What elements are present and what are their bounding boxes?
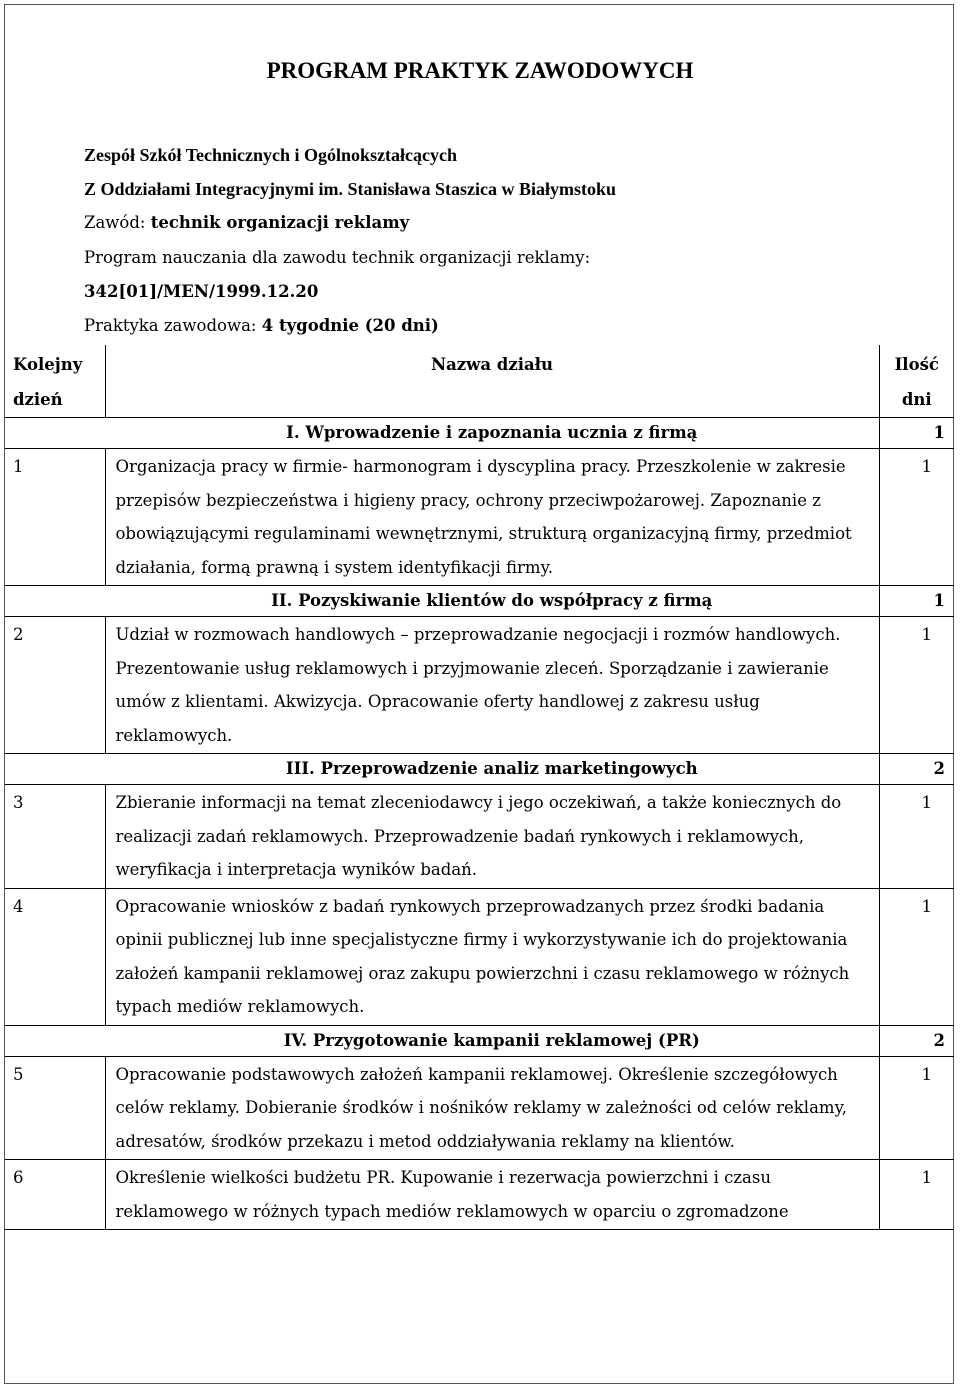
day-number: 5 [5,1056,105,1160]
section-title: II. Pozyskiwanie klientów do współpracy z firmą [105,586,879,617]
day-count: 1 [879,785,954,889]
day-description: Udział w rozmowach handlowych – przeprowadzanie negocjacji i rozmów handlowych. Prezentowanie usług reklamowych i przyjmowanie zleceń. Sporządzanie i zawieranie umów z klientami. Akwizycja. Opracowanie oferty handlowej z zakresu usług reklamowych. [105,617,879,754]
day-number: 4 [5,888,105,1025]
day-count: 1 [879,617,954,754]
table-row [5,617,954,754]
section-row [5,418,954,449]
section-row [5,586,954,617]
day-description: Organizacja pracy w firmie- harmonogram i dyscyplina pracy. Przeszkolenie w zakresie przepisów bezpieczeństwa i higieny pracy, ochrony przeciwpożarowej. Zapoznanie z obowiązującymi regulaminami wewnętrznymi, strukturą organizacyjną firmy, przedmiot działania, formą prawną i system identyfikacji firmy. [105,449,879,586]
day-description: Opracowanie podstawowych założeń kampanii reklamowej. Określenie szczegółowych celów reklamy. Dobieranie środków i nośników reklamy w zależności od celów reklamy, adresatów, środków przekazu i metod oddziaływania reklamy na klientów. [105,1056,879,1160]
section-title: I. Wprowadzenie i zapoznania ucznia z firmą [105,418,879,449]
curriculum-code: 342[01]/MEN/1999.12.20 [84,282,319,301]
day-description: Określenie wielkości budżetu PR. Kupowanie i rezerwacja powierzchni i czasu reklamowego w różnych typach mediów reklamowych w oparciu o zgromadzone [105,1160,879,1230]
profession-value: technik organizacji reklamy [150,213,410,232]
section-days: 2 [879,754,954,785]
practice-label: Praktyka zawodowa: [84,316,262,335]
day-count: 1 [879,888,954,1025]
table-row [5,1160,954,1230]
table-row [5,888,954,1025]
header-days: Ilość dni [879,345,954,418]
practice-duration-line [84,316,439,335]
day-description: Opracowanie wniosków z badań rynkowych przeprowadzanych przez środki badania opinii publicznej lub inne specjalistyczne firmy i wykorzystywanie ich do projektowania założeń kampanii reklamowej oraz zakupu powierzchni i czasu reklamowego w różnych typach mediów reklamowych. [105,888,879,1025]
header-name: Nazwa działu [105,345,879,418]
day-description: Zbieranie informacji na temat zleceniodawcy i jego oczekiwań, a także koniecznych do realizacji zadań reklamowych. Przeprowadzenie badań rynkowych i reklamowych, weryfikacja i interpretacja wyników badań. [105,785,879,889]
day-number: 1 [5,449,105,586]
day-count: 1 [879,1056,954,1160]
practice-value: 4 tygodnie (20 dni) [261,316,439,335]
day-number: 3 [5,785,105,889]
profession-line [84,213,409,232]
section-row [5,754,954,785]
table-header-row [5,345,954,418]
section-days: 2 [879,1025,954,1056]
school-name-line1: Zespół Szkół Technicznych i Ogólnokształcących [84,145,458,165]
day-number: 6 [5,1160,105,1230]
profession-label: Zawód: [84,213,151,232]
program-table [5,345,954,1230]
document-title: PROGRAM PRAKTYK ZAWODOWYCH [266,58,694,83]
school-name-line2: Z Oddziałami Integracyjnymi im. Stanisława Staszica w Białymstoku [84,179,617,199]
day-number: 2 [5,617,105,754]
section-days: 1 [879,418,954,449]
curriculum-line: Program nauczania dla zawodu technik organizacji reklamy: [84,248,591,267]
section-row [5,1025,954,1056]
section-days: 1 [879,586,954,617]
section-title: III. Przeprowadzenie analiz marketingowych [105,754,879,785]
day-count: 1 [879,1160,954,1230]
section-title: IV. Przygotowanie kampanii reklamowej (PR) [105,1025,879,1056]
table-row [5,785,954,889]
table-row [5,449,954,586]
header-day: Kolejny dzień [5,345,105,418]
table-row [5,1056,954,1160]
day-count: 1 [879,449,954,586]
